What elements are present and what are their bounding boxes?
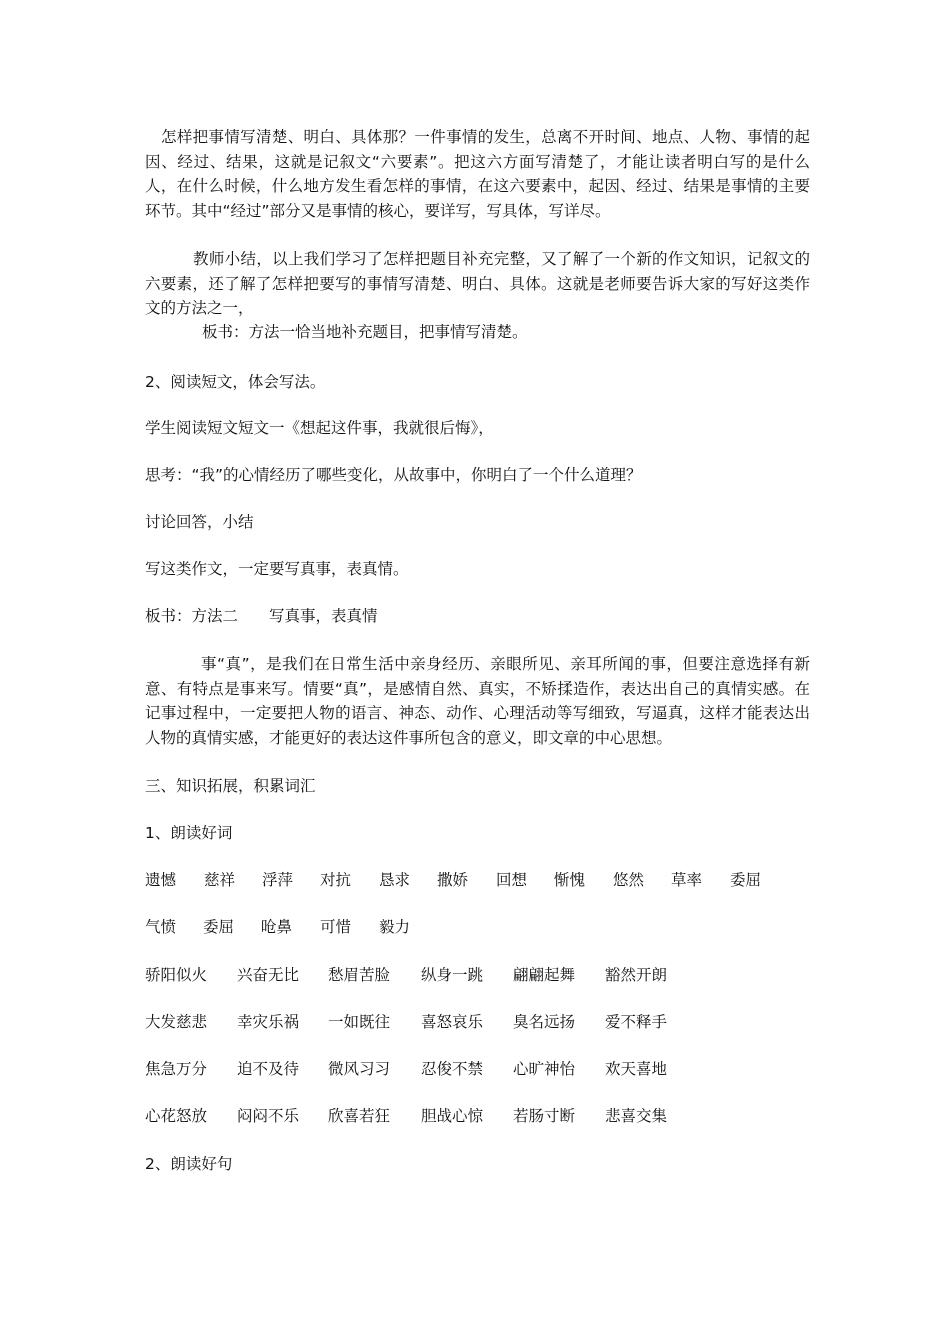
idiom-item: 胆战心惊 [421, 1107, 484, 1125]
word-item: 浮萍 [262, 871, 294, 889]
idiom-item: 豁然开朗 [605, 966, 668, 984]
idiom-item: 翩翩起舞 [513, 966, 576, 984]
idiom-item: 兴奋无比 [237, 966, 300, 984]
idiom-item: 闷闷不乐 [237, 1107, 300, 1125]
word-item: 悠然 [613, 871, 645, 889]
word-item: 遗憾 [145, 871, 177, 889]
word-item: 呛鼻 [261, 918, 293, 936]
word-item: 可惜 [320, 918, 352, 936]
word-item: 恳求 [379, 871, 411, 889]
idiom-item: 幸灾乐祸 [237, 1013, 300, 1031]
idiom-item: 喜怒哀乐 [421, 1013, 484, 1031]
idiom-item: 骄阳似火 [145, 966, 208, 984]
word-item: 撒娇 [437, 871, 469, 889]
idiom-item: 愁眉苦脸 [328, 966, 391, 984]
idiom-item: 大发慈悲 [145, 1013, 208, 1031]
idiom-item: 悲喜交集 [605, 1107, 668, 1125]
idiom-item: 心花怒放 [145, 1107, 208, 1125]
idiom-item: 迫不及待 [237, 1060, 300, 1078]
word-item: 草率 [671, 871, 703, 889]
heading-good-words: 1、朗读好词 [145, 824, 233, 842]
idiom-item: 忍俊不禁 [421, 1060, 484, 1078]
idiom-item: 纵身一跳 [421, 966, 484, 984]
board-note-method-two: 板书：方法二 写真事，表真情 [145, 607, 378, 625]
paragraph-teacher-summary: 教师小结，以上我们学习了怎样把题目补充完整，又了解了一个新的作文知识，记叙文的六要素，还了解了怎样把要写的事情写清楚、明白、具体。这就是老师要告诉大家的写好这类作文的方法之一， [145, 250, 810, 317]
heading-good-sentences: 2、朗读好句 [145, 1155, 233, 1173]
idiom-item: 爱不释手 [605, 1013, 668, 1031]
student-reading-line: 学生阅读短文短文一《想起这件事，我就很后悔》， [145, 419, 494, 437]
word-item: 毅力 [379, 918, 411, 936]
thinking-question: 思考：“我”的心情经历了哪些变化，从故事中，你明白了一个什么道理？ [145, 466, 642, 484]
idiom-item: 心旷神怡 [513, 1060, 576, 1078]
section-three-heading: 三、知识拓展，积累词汇 [145, 777, 316, 795]
paragraph-true-feelings: 事“真”，是我们在日常生活中亲身经历、亲眼所见、亲耳所闻的事，但要注意选择有新意、有特点是事来写。情要“真”，是感情自然、真实，不矫揉造作，表达出自己的真情实感。在记事过程中，一定要把人物的语言、神态、动作、心理活动等写细致，写逼真，这样才能表达出人物的真情实感，才能更好的表达这件事所包含的意义，即文章的中心思想。 [145, 655, 810, 747]
idiom-item: 欣喜若狂 [328, 1107, 391, 1125]
idiom-item: 欢天喜地 [605, 1060, 668, 1078]
idiom-item: 焦急万分 [145, 1060, 208, 1078]
writing-tip-line: 写这类作文，一定要写真事，表真情。 [145, 560, 409, 578]
idiom-item: 臭名远扬 [513, 1013, 576, 1031]
heading-read-short-text: 2、阅读短文，体会写法。 [145, 373, 326, 391]
idiom-item: 若肠寸断 [513, 1107, 576, 1125]
discussion-line: 讨论回答，小结 [145, 513, 254, 531]
word-item: 委屈 [730, 871, 762, 889]
idiom-item: 一如既往 [328, 1013, 391, 1031]
paragraph-six-elements: 怎样把事情写清楚、明白、具体那？一件事情的发生，总离不开时间、地点、人物、事情的起因、经过、结果，这就是记叙文“六要素”。把这六方面写清楚了，才能让读者明白写的是什么人，在什么时候，什么地方发生看怎样的事情，在这六要素中，起因、经过、结果是事情的主要环节。其中“经过”部分又是事情的核心，要详写，写具体，写详尽。 [145, 128, 810, 220]
word-item: 委屈 [203, 918, 235, 936]
word-item: 气愤 [145, 918, 177, 936]
word-item: 回想 [496, 871, 528, 889]
board-note-method-one: 板书：方法一恰当地补充题目，把事情写清楚。 [202, 323, 528, 341]
word-item: 慈祥 [204, 871, 236, 889]
word-item: 对抗 [320, 871, 352, 889]
idiom-item: 微风习习 [328, 1060, 391, 1078]
word-item: 惭愧 [554, 871, 586, 889]
